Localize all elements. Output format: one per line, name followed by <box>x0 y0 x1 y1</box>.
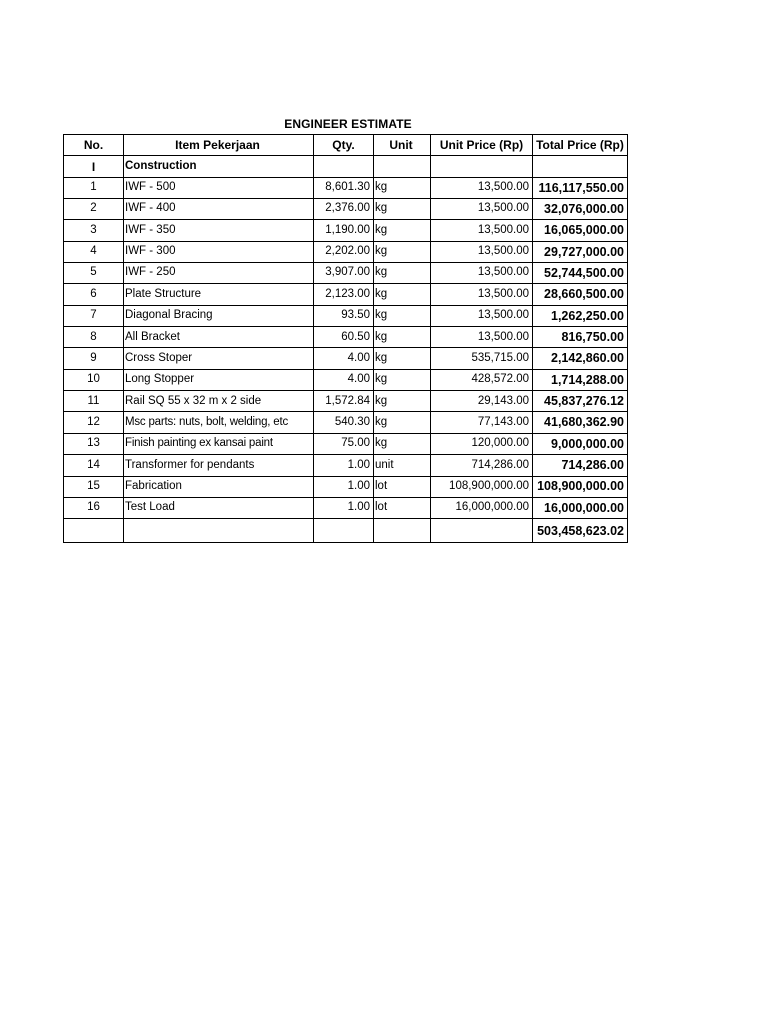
table-row <box>64 391 628 412</box>
row-unit: kg <box>374 391 431 412</box>
table-row <box>64 455 628 476</box>
row-qty: 1,572.84 <box>314 391 374 412</box>
grand-total-spacer-item <box>124 519 314 542</box>
row-total-price: 41,680,362.90 <box>533 412 628 433</box>
row-unit-price: 428,572.00 <box>431 369 533 390</box>
row-total-price: 2,142,860.00 <box>533 348 628 369</box>
row-number: 12 <box>64 412 124 433</box>
row-total-price: 16,000,000.00 <box>533 497 628 518</box>
table-row <box>64 369 628 390</box>
row-qty: 1,190.00 <box>314 220 374 241</box>
row-unit: lot <box>374 476 431 497</box>
row-unit: kg <box>374 284 431 305</box>
row-unit: kg <box>374 177 431 198</box>
row-unit: kg <box>374 199 431 220</box>
row-total-price: 108,900,000.00 <box>533 476 628 497</box>
row-item: IWF - 400 <box>124 199 314 220</box>
row-total-price: 29,727,000.00 <box>533 241 628 262</box>
table-row <box>64 263 628 284</box>
row-number: 3 <box>64 220 124 241</box>
table-row <box>64 199 628 220</box>
header-unit: Unit <box>374 135 431 156</box>
row-number: 15 <box>64 476 124 497</box>
row-item: Finish painting ex kansai paint <box>124 433 314 454</box>
row-qty: 8,601.30 <box>314 177 374 198</box>
row-unit: kg <box>374 327 431 348</box>
row-total-price: 9,000,000.00 <box>533 433 628 454</box>
table-row <box>64 305 628 326</box>
row-total-price: 116,117,550.00 <box>533 177 628 198</box>
row-total-price: 714,286.00 <box>533 455 628 476</box>
row-item: Fabrication <box>124 476 314 497</box>
row-qty: 4.00 <box>314 369 374 390</box>
row-item: Test Load <box>124 497 314 518</box>
row-number: 14 <box>64 455 124 476</box>
row-item: All Bracket <box>124 327 314 348</box>
row-item: Msc parts: nuts, bolt, welding, etc <box>124 412 314 433</box>
row-number: 8 <box>64 327 124 348</box>
row-item: IWF - 300 <box>124 241 314 262</box>
row-unit-price: 13,500.00 <box>431 177 533 198</box>
row-unit-price: 535,715.00 <box>431 348 533 369</box>
row-total-price: 16,065,000.00 <box>533 220 628 241</box>
row-number: 4 <box>64 241 124 262</box>
row-qty: 1.00 <box>314 497 374 518</box>
row-item: Rail SQ 55 x 32 m x 2 side <box>124 391 314 412</box>
grand-total-spacer-qty <box>314 519 374 542</box>
row-total-price: 1,714,288.00 <box>533 369 628 390</box>
grand-total-spacer-unit <box>374 519 431 542</box>
grand-total-value: 503,458,623.02 <box>533 519 628 542</box>
table-row <box>64 241 628 262</box>
row-number: 16 <box>64 497 124 518</box>
row-total-price: 32,076,000.00 <box>533 199 628 220</box>
row-number: 10 <box>64 369 124 390</box>
table-row <box>64 497 628 518</box>
grand-total-spacer-unit-price <box>431 519 533 542</box>
row-number: 11 <box>64 391 124 412</box>
row-unit: unit <box>374 455 431 476</box>
section-unit-cell <box>374 156 431 177</box>
row-qty: 93.50 <box>314 305 374 326</box>
table-row <box>64 327 628 348</box>
row-qty: 2,376.00 <box>314 199 374 220</box>
row-item: IWF - 250 <box>124 263 314 284</box>
row-unit: lot <box>374 497 431 518</box>
row-number: 7 <box>64 305 124 326</box>
section-name: Construction <box>124 156 314 177</box>
table-row <box>64 177 628 198</box>
row-item: IWF - 500 <box>124 177 314 198</box>
table-row <box>64 433 628 454</box>
row-unit-price: 13,500.00 <box>431 220 533 241</box>
row-unit: kg <box>374 263 431 284</box>
row-qty: 3,907.00 <box>314 263 374 284</box>
section-row <box>64 156 628 177</box>
estimate-table <box>63 134 628 543</box>
row-qty: 2,123.00 <box>314 284 374 305</box>
row-qty: 540.30 <box>314 412 374 433</box>
row-unit-price: 77,143.00 <box>431 412 533 433</box>
row-unit-price: 13,500.00 <box>431 327 533 348</box>
row-item: Diagonal Bracing <box>124 305 314 326</box>
document-title: ENGINEER ESTIMATE <box>284 117 412 131</box>
table-row <box>64 284 628 305</box>
row-qty: 4.00 <box>314 348 374 369</box>
section-qty-cell <box>314 156 374 177</box>
row-unit-price: 29,143.00 <box>431 391 533 412</box>
row-number: 5 <box>64 263 124 284</box>
row-number: 13 <box>64 433 124 454</box>
table-row <box>64 348 628 369</box>
row-total-price: 28,660,500.00 <box>533 284 628 305</box>
row-item: Cross Stoper <box>124 348 314 369</box>
row-unit-price: 13,500.00 <box>431 241 533 262</box>
row-item: Plate Structure <box>124 284 314 305</box>
section-number: I <box>64 156 124 177</box>
row-qty: 1.00 <box>314 476 374 497</box>
row-total-price: 45,837,276.12 <box>533 391 628 412</box>
grand-total-spacer-no <box>64 519 124 542</box>
header-qty: Qty. <box>314 135 374 156</box>
header-row <box>64 135 628 156</box>
row-unit-price: 714,286.00 <box>431 455 533 476</box>
row-unit-price: 13,500.00 <box>431 263 533 284</box>
row-qty: 60.50 <box>314 327 374 348</box>
header-no: No. <box>64 135 124 156</box>
grand-total-row <box>64 519 628 542</box>
header-item: Item Pekerjaan <box>124 135 314 156</box>
row-unit: kg <box>374 241 431 262</box>
row-item: Transformer for pendants <box>124 455 314 476</box>
table-row <box>64 476 628 497</box>
table-row <box>64 412 628 433</box>
row-unit: kg <box>374 412 431 433</box>
row-item: Long Stopper <box>124 369 314 390</box>
row-number: 1 <box>64 177 124 198</box>
row-qty: 2,202.00 <box>314 241 374 262</box>
row-qty: 75.00 <box>314 433 374 454</box>
header-total-price: Total Price (Rp) <box>533 135 628 156</box>
row-total-price: 816,750.00 <box>533 327 628 348</box>
row-number: 6 <box>64 284 124 305</box>
row-qty: 1.00 <box>314 455 374 476</box>
row-number: 2 <box>64 199 124 220</box>
row-unit: kg <box>374 220 431 241</box>
row-unit: kg <box>374 305 431 326</box>
row-unit-price: 13,500.00 <box>431 284 533 305</box>
row-unit: kg <box>374 433 431 454</box>
row-total-price: 1,262,250.00 <box>533 305 628 326</box>
table-row <box>64 220 628 241</box>
header-unit-price: Unit Price (Rp) <box>431 135 533 156</box>
row-unit-price: 108,900,000.00 <box>431 476 533 497</box>
row-unit-price: 13,500.00 <box>431 305 533 326</box>
row-unit: kg <box>374 369 431 390</box>
row-number: 9 <box>64 348 124 369</box>
row-total-price: 52,744,500.00 <box>533 263 628 284</box>
row-unit-price: 13,500.00 <box>431 199 533 220</box>
section-total-price-cell <box>533 156 628 177</box>
row-unit-price: 16,000,000.00 <box>431 497 533 518</box>
row-unit: kg <box>374 348 431 369</box>
row-item: IWF - 350 <box>124 220 314 241</box>
section-unit-price-cell <box>431 156 533 177</box>
row-unit-price: 120,000.00 <box>431 433 533 454</box>
